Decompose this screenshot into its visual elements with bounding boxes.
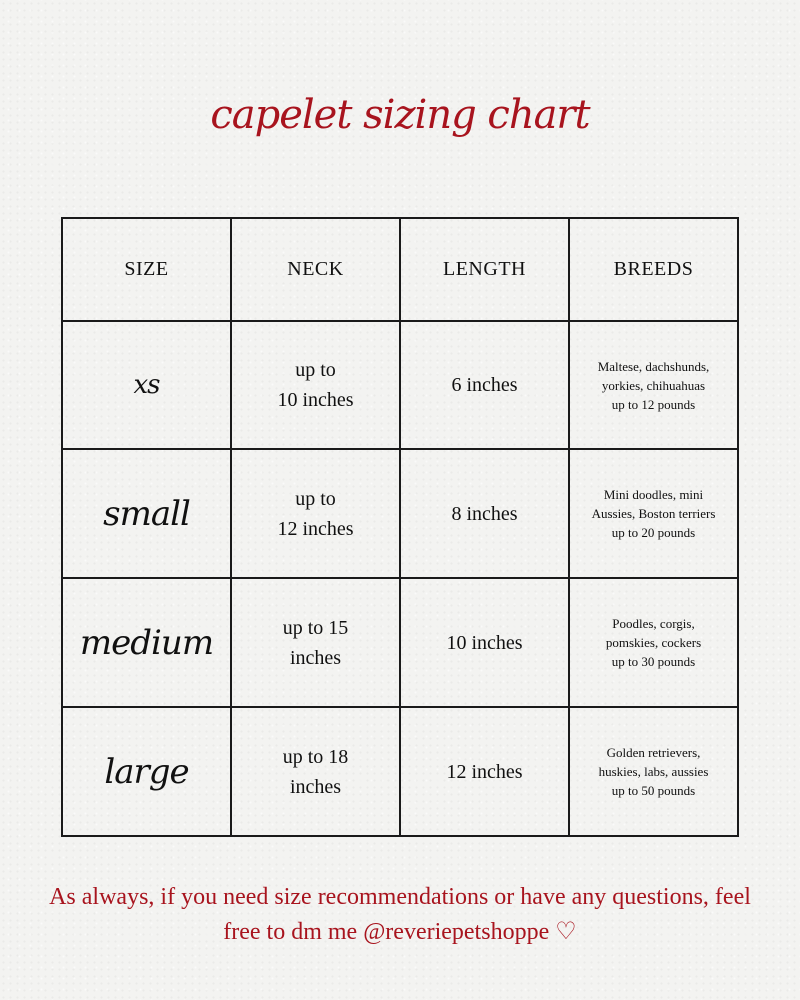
size-cell: medium xyxy=(62,578,231,707)
header-length: LENGTH xyxy=(400,218,569,321)
breeds-cell: Poodles, corgis, pomskies, cockers up to 30 pounds xyxy=(569,578,738,707)
length-cell: 10 inches xyxy=(400,578,569,707)
page-title: capelet sizing chart xyxy=(210,92,590,138)
neck-cell: up to 10 inches xyxy=(231,321,400,450)
footer-message: As always, if you need size recommendations or have any questions, feel free to dm me @reveriepetshoppe ♡ xyxy=(49,884,751,945)
sizing-table xyxy=(61,217,739,837)
size-cell: large xyxy=(62,707,231,836)
table-header-row xyxy=(62,218,738,321)
header-neck: NECK xyxy=(231,218,400,321)
size-cell: xs xyxy=(62,321,231,450)
neck-cell: up to 12 inches xyxy=(231,449,400,578)
breeds-cell: Maltese, dachshunds, yorkies, chihuahuas up to 12 pounds xyxy=(569,321,738,450)
length-cell: 12 inches xyxy=(400,707,569,836)
header-size: SIZE xyxy=(62,218,231,321)
breeds-cell: Mini doodles, mini Aussies, Boston terriers up to 20 pounds xyxy=(569,449,738,578)
neck-cell: up to 15 inches xyxy=(231,578,400,707)
table-row xyxy=(62,578,738,707)
table-row xyxy=(62,449,738,578)
neck-cell: up to 18 inches xyxy=(231,707,400,836)
header-breeds: BREEDS xyxy=(569,218,738,321)
length-cell: 6 inches xyxy=(400,321,569,450)
table-row xyxy=(62,707,738,836)
table-row xyxy=(62,321,738,450)
size-cell: small xyxy=(62,449,231,578)
breeds-cell: Golden retrievers, huskies, labs, aussies up to 50 pounds xyxy=(569,707,738,836)
length-cell: 8 inches xyxy=(400,449,569,578)
